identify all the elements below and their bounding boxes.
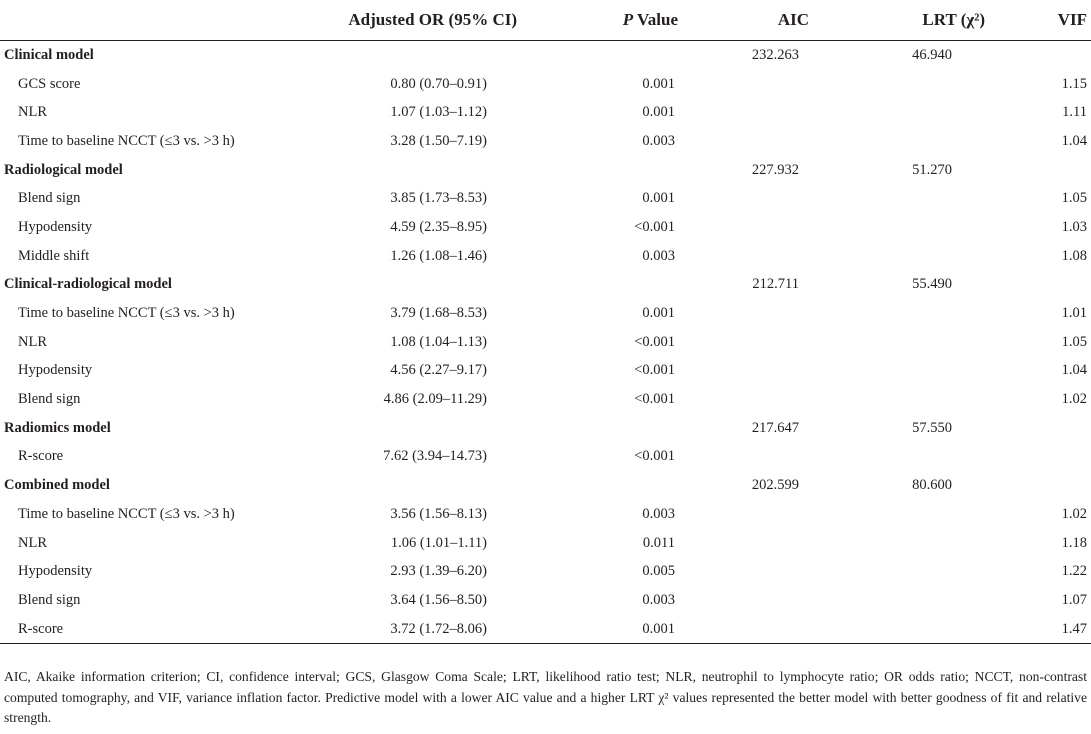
- cell-lrt: 55.490: [912, 276, 952, 293]
- cell-adjusted-or: 4.56 (2.27–9.17): [390, 362, 487, 379]
- cell-aic: [690, 500, 815, 529]
- header-p-italic: P: [622, 10, 634, 29]
- table-row: [0, 184, 1091, 213]
- cell-label: R-score: [18, 448, 64, 465]
- table-row: [0, 98, 1091, 127]
- cell-vif: [985, 156, 1091, 185]
- cell-aic: [690, 213, 815, 242]
- cell-vif: 1.05: [1061, 190, 1087, 207]
- cell-label: Time to baseline NCCT (≤3 vs. >3 h): [18, 305, 235, 322]
- model-section-row: [0, 271, 1091, 300]
- cell-p-value: [525, 414, 690, 443]
- table-footnote: AIC, Akaike information criterion; CI, confidence interval; GCS, Glasgow Coma Scale; LRT, likelihood ratio test; NLR, neutrophil to lymphocyte ratio; OR odds ratio; NCCT, non-contrast computed tomography, and VIF, variance inflation factor. Predictive model with a lower AIC value and a higher LRT χ² values represented the better model with better goodness of fit and relative strength.: [4, 669, 1087, 725]
- cell-label: Combined model: [4, 477, 110, 494]
- cell-lrt: [815, 328, 985, 357]
- cell-aic: [690, 127, 815, 156]
- cell-label: Hypodensity: [18, 362, 93, 379]
- model-section-row: [0, 156, 1091, 185]
- cell-p-value: <0.001: [634, 218, 675, 235]
- cell-label: R-score: [18, 620, 64, 637]
- cell-vif: [985, 414, 1091, 443]
- cell-aic: [690, 299, 815, 328]
- cell-vif: 1.02: [1061, 391, 1087, 408]
- cell-adjusted-or: [240, 41, 525, 70]
- cell-lrt: 80.600: [912, 477, 952, 494]
- table-row: [0, 242, 1091, 271]
- cell-label: Hypodensity: [18, 563, 93, 580]
- table-row: [0, 586, 1091, 615]
- cell-aic: [690, 184, 815, 213]
- cell-p-value: 0.001: [642, 305, 675, 322]
- cell-label: Blend sign: [18, 591, 81, 608]
- cell-p-value: 0.001: [642, 104, 675, 121]
- cell-adjusted-or: 2.93 (1.39–6.20): [390, 563, 487, 580]
- cell-p-value: 0.003: [642, 591, 675, 608]
- cell-vif: 1.05: [1061, 333, 1087, 350]
- cell-aic: 232.263: [751, 46, 799, 63]
- cell-vif: 1.15: [1061, 75, 1087, 92]
- cell-p-value: [525, 271, 690, 300]
- header-adjusted-or: Adjusted OR (95% CI): [348, 10, 517, 29]
- cell-label: NLR: [18, 333, 47, 350]
- cell-aic: 227.932: [751, 161, 799, 178]
- header-aic: AIC: [777, 10, 809, 29]
- cell-lrt: [815, 127, 985, 156]
- cell-p-value: 0.005: [642, 563, 675, 580]
- table-row: [0, 213, 1091, 242]
- cell-adjusted-or: 4.86 (2.09–11.29): [383, 391, 487, 408]
- cell-adjusted-or: [240, 414, 525, 443]
- cell-aic: [690, 557, 815, 586]
- cell-aic: [690, 242, 815, 271]
- cell-p-value: 0.003: [642, 247, 675, 264]
- cell-vif: 1.02: [1061, 505, 1087, 522]
- cell-vif: 1.11: [1062, 104, 1087, 121]
- cell-lrt: [815, 586, 985, 615]
- cell-adjusted-or: 3.85 (1.73–8.53): [390, 190, 487, 207]
- cell-label: NLR: [18, 534, 47, 551]
- table-row: [0, 557, 1091, 586]
- table-row: [0, 299, 1091, 328]
- header-p-rest: Value: [633, 10, 678, 29]
- table-header-row: [0, 0, 1091, 41]
- table-row: [0, 127, 1091, 156]
- cell-label: Time to baseline NCCT (≤3 vs. >3 h): [18, 505, 235, 522]
- cell-lrt: [815, 529, 985, 558]
- cell-vif: 1.07: [1061, 591, 1087, 608]
- cell-p-value: 0.001: [642, 190, 675, 207]
- cell-aic: [690, 70, 815, 99]
- table-row: [0, 615, 1091, 644]
- cell-adjusted-or: 4.59 (2.35–8.95): [390, 218, 487, 235]
- cell-p-value: <0.001: [634, 362, 675, 379]
- cell-aic: [690, 328, 815, 357]
- cell-lrt: 57.550: [912, 419, 952, 436]
- cell-vif: 1.47: [1061, 620, 1087, 637]
- table-row: [0, 328, 1091, 357]
- cell-adjusted-or: [240, 471, 525, 500]
- cell-adjusted-or: 1.26 (1.08–1.46): [390, 247, 487, 264]
- cell-lrt: 46.940: [912, 46, 952, 63]
- cell-lrt: [815, 615, 985, 644]
- cell-vif: [985, 271, 1091, 300]
- cell-lrt: [815, 70, 985, 99]
- cell-p-value: 0.001: [642, 620, 675, 637]
- cell-label: Radiological model: [4, 161, 123, 178]
- cell-lrt: [815, 98, 985, 127]
- cell-vif: 1.22: [1061, 563, 1087, 580]
- cell-adjusted-or: 1.06 (1.01–1.11): [390, 534, 487, 551]
- cell-lrt: [815, 443, 985, 472]
- cell-vif: [985, 443, 1091, 472]
- cell-adjusted-or: 3.56 (1.56–8.13): [390, 505, 487, 522]
- cell-adjusted-or: 1.08 (1.04–1.13): [390, 333, 487, 350]
- cell-aic: [690, 615, 815, 644]
- cell-p-value: <0.001: [634, 391, 675, 408]
- cell-p-value: [525, 41, 690, 70]
- table-body: [0, 41, 1091, 644]
- table-row: [0, 443, 1091, 472]
- table-row: [0, 70, 1091, 99]
- cell-lrt: [815, 357, 985, 386]
- cell-adjusted-or: [240, 156, 525, 185]
- cell-vif: [985, 471, 1091, 500]
- cell-vif: 1.03: [1061, 218, 1087, 235]
- cell-adjusted-or: [240, 271, 525, 300]
- header-label: [0, 0, 240, 41]
- cell-adjusted-or: 3.79 (1.68–8.53): [390, 305, 487, 322]
- cell-label: Hypodensity: [18, 218, 93, 235]
- table-row: [0, 500, 1091, 529]
- cell-vif: 1.04: [1061, 362, 1087, 379]
- cell-lrt: [815, 557, 985, 586]
- cell-p-value: 0.001: [642, 75, 675, 92]
- cell-aic: 202.599: [751, 477, 799, 494]
- cell-vif: 1.04: [1061, 132, 1087, 149]
- cell-aic: [690, 385, 815, 414]
- cell-vif: 1.08: [1061, 247, 1087, 264]
- cell-p-value: <0.001: [634, 333, 675, 350]
- cell-lrt: [815, 213, 985, 242]
- cell-lrt: [815, 385, 985, 414]
- cell-adjusted-or: 3.64 (1.56–8.50): [390, 591, 487, 608]
- cell-p-value: 0.003: [642, 505, 675, 522]
- cell-adjusted-or: 1.07 (1.03–1.12): [390, 104, 487, 121]
- table-row: [0, 357, 1091, 386]
- cell-adjusted-or: 3.28 (1.50–7.19): [390, 132, 487, 149]
- cell-label: GCS score: [18, 75, 81, 92]
- cell-aic: [690, 443, 815, 472]
- header-lrt: LRT (χ²): [922, 10, 985, 29]
- cell-p-value: 0.003: [642, 132, 675, 149]
- model-section-row: [0, 471, 1091, 500]
- header-vif: VIF: [1057, 10, 1087, 29]
- cell-p-value: [525, 156, 690, 185]
- cell-label: Blend sign: [18, 190, 81, 207]
- cell-vif: 1.18: [1061, 534, 1087, 551]
- cell-aic: [690, 357, 815, 386]
- cell-lrt: [815, 184, 985, 213]
- header-p-value: [525, 0, 690, 41]
- cell-aic: [690, 586, 815, 615]
- cell-label: NLR: [18, 104, 47, 121]
- cell-lrt: [815, 299, 985, 328]
- cell-aic: 212.711: [752, 276, 799, 293]
- cell-lrt: [815, 242, 985, 271]
- cell-p-value: [525, 471, 690, 500]
- cell-lrt: 51.270: [912, 161, 952, 178]
- cell-label: Clinical-radiological model: [4, 276, 172, 293]
- cell-p-value: 0.011: [642, 534, 675, 551]
- cell-vif: 1.01: [1061, 305, 1087, 322]
- cell-aic: 217.647: [751, 419, 799, 436]
- cell-label: Blend sign: [18, 391, 81, 408]
- cell-aic: [690, 529, 815, 558]
- cell-adjusted-or: 3.72 (1.72–8.06): [390, 620, 487, 637]
- cell-vif: [985, 41, 1091, 70]
- cell-label: Clinical model: [4, 46, 94, 63]
- cell-label: Middle shift: [18, 247, 90, 264]
- model-section-row: [0, 41, 1091, 70]
- cell-label: Time to baseline NCCT (≤3 vs. >3 h): [18, 132, 235, 149]
- cell-lrt: [815, 500, 985, 529]
- table-row: [0, 529, 1091, 558]
- cell-adjusted-or: 7.62 (3.94–14.73): [383, 448, 487, 465]
- cell-adjusted-or: 0.80 (0.70–0.91): [390, 75, 487, 92]
- cell-label: Radiomics model: [4, 419, 111, 436]
- model-section-row: [0, 414, 1091, 443]
- cell-aic: [690, 98, 815, 127]
- table-row: [0, 385, 1091, 414]
- cell-p-value: <0.001: [634, 448, 675, 465]
